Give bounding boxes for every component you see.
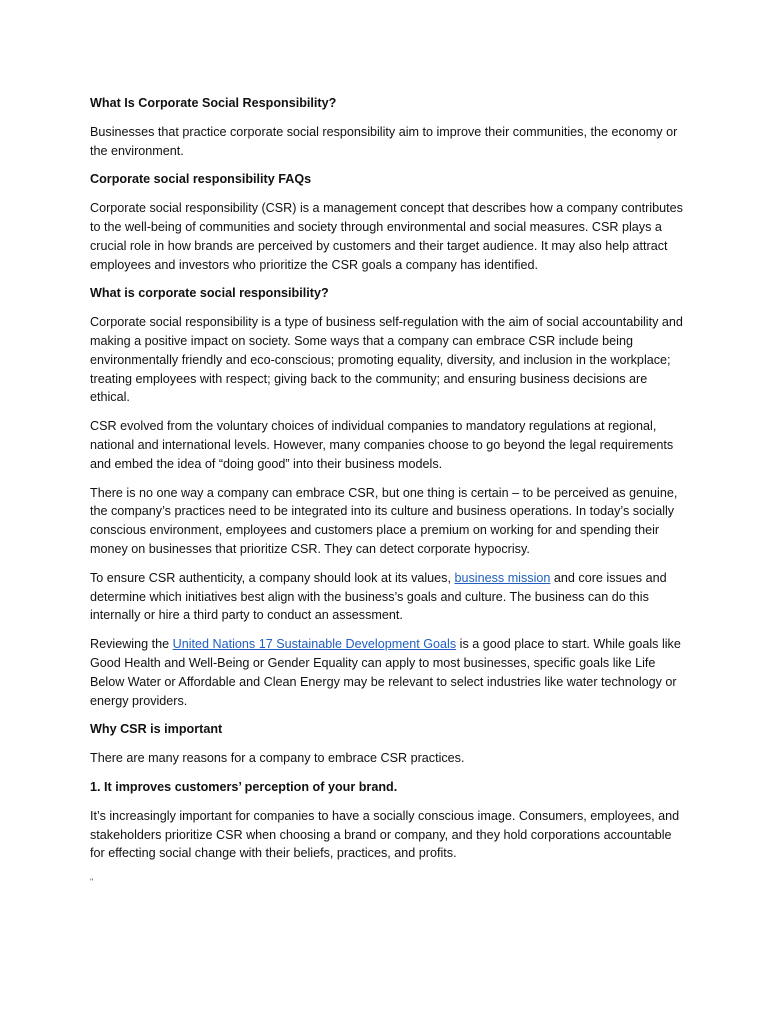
heading-what-is-csr: What Is Corporate Social Responsibility?	[90, 96, 337, 110]
heading-csr-faqs: Corporate social responsibility FAQs	[90, 172, 312, 187]
un-goals-text-start: Reviewing the	[90, 637, 173, 652]
heading-what-is-csr-question: What is corporate social responsibility?	[90, 286, 329, 301]
authenticity-text-end: and core issues and determine which initiatives best align with the business’s goals and culture. The business can do this internally or hire a third party to conduct an assessment.	[90, 570, 667, 623]
un-sdg-link[interactable]: United Nations 17 Sustainable Development Goals	[172, 637, 457, 652]
document-page	[90, 94, 684, 892]
business-mission-link[interactable]: business mission	[454, 570, 551, 585]
paragraph-socially-conscious-image: It’s increasingly important for companies to have a socially conscious image. Consumers, employees, and stakeholders prioritize CSR when choosing a brand or company, and they hold corporations accountable for effecting social change with their beliefs, practices, and profits.	[90, 808, 680, 861]
heading-brand-perception: 1. It improves customers’ perception of your brand.	[90, 779, 398, 794]
paragraph-self-regulation: Corporate social responsibility is a type of business self-regulation with the aim of social accountability and making a positive impact on society. Some ways that a company can embrace CSR include being environmentally friendly and eco-conscious; promoting equality, diversity, and inclusion in the workplace; treating employees with respect; giving back to the community; and ensuring business decisions are ethical.	[90, 315, 683, 405]
authenticity-text-start: To ensure CSR authenticity, a company should look at its values,	[90, 570, 455, 585]
paragraph-csr-evolution: CSR evolved from the voluntary choices of individual companies to mandatory regulations at regional, national and international levels. However, many companies choose to go beyond the legal requirements and embed the idea of “doing good” into their business models.	[90, 419, 674, 471]
paragraph-un-goals	[90, 635, 684, 710]
un-goals-text-end: is a good place to start. While goals like Good Health and Well-Being or Gender Equality can apply to most businesses, specific goals like Life Below Water or Affordable and Clean Energy may be relevant to select industries like water technology or energy providers.	[90, 637, 681, 708]
paragraph-reasons: There are many reasons for a company to embrace CSR practices.	[90, 751, 465, 766]
paragraph-csr-definition: Corporate social responsibility (CSR) is a management concept that describes how a company contributes to the well-being of communities and society through environmental and social measures. CSR plays a crucial role in how brands are perceived by customers and their target audience. It may also help attract employees and investors who prioritize the CSR goals a company has identified.	[90, 201, 683, 272]
heading-why-csr-important: Why CSR is important	[90, 722, 223, 737]
paragraph-genuine-csr: There is no one way a company can embrace CSR, but one thing is certain – to be perceived as genuine, the company’s practices need to be integrated into its culture and business operations. In today’s socially conscious environment, employees and customers place a premium on working for and spending their money on businesses that prioritize CSR. They can detect corporate hypocrisy.	[90, 485, 678, 556]
paragraph-authenticity	[90, 569, 684, 625]
end-quote-mark: "	[90, 877, 94, 888]
paragraph-intro: Businesses that practice corporate social responsibility aim to improve their communities, the economy or the environment.	[90, 124, 678, 158]
